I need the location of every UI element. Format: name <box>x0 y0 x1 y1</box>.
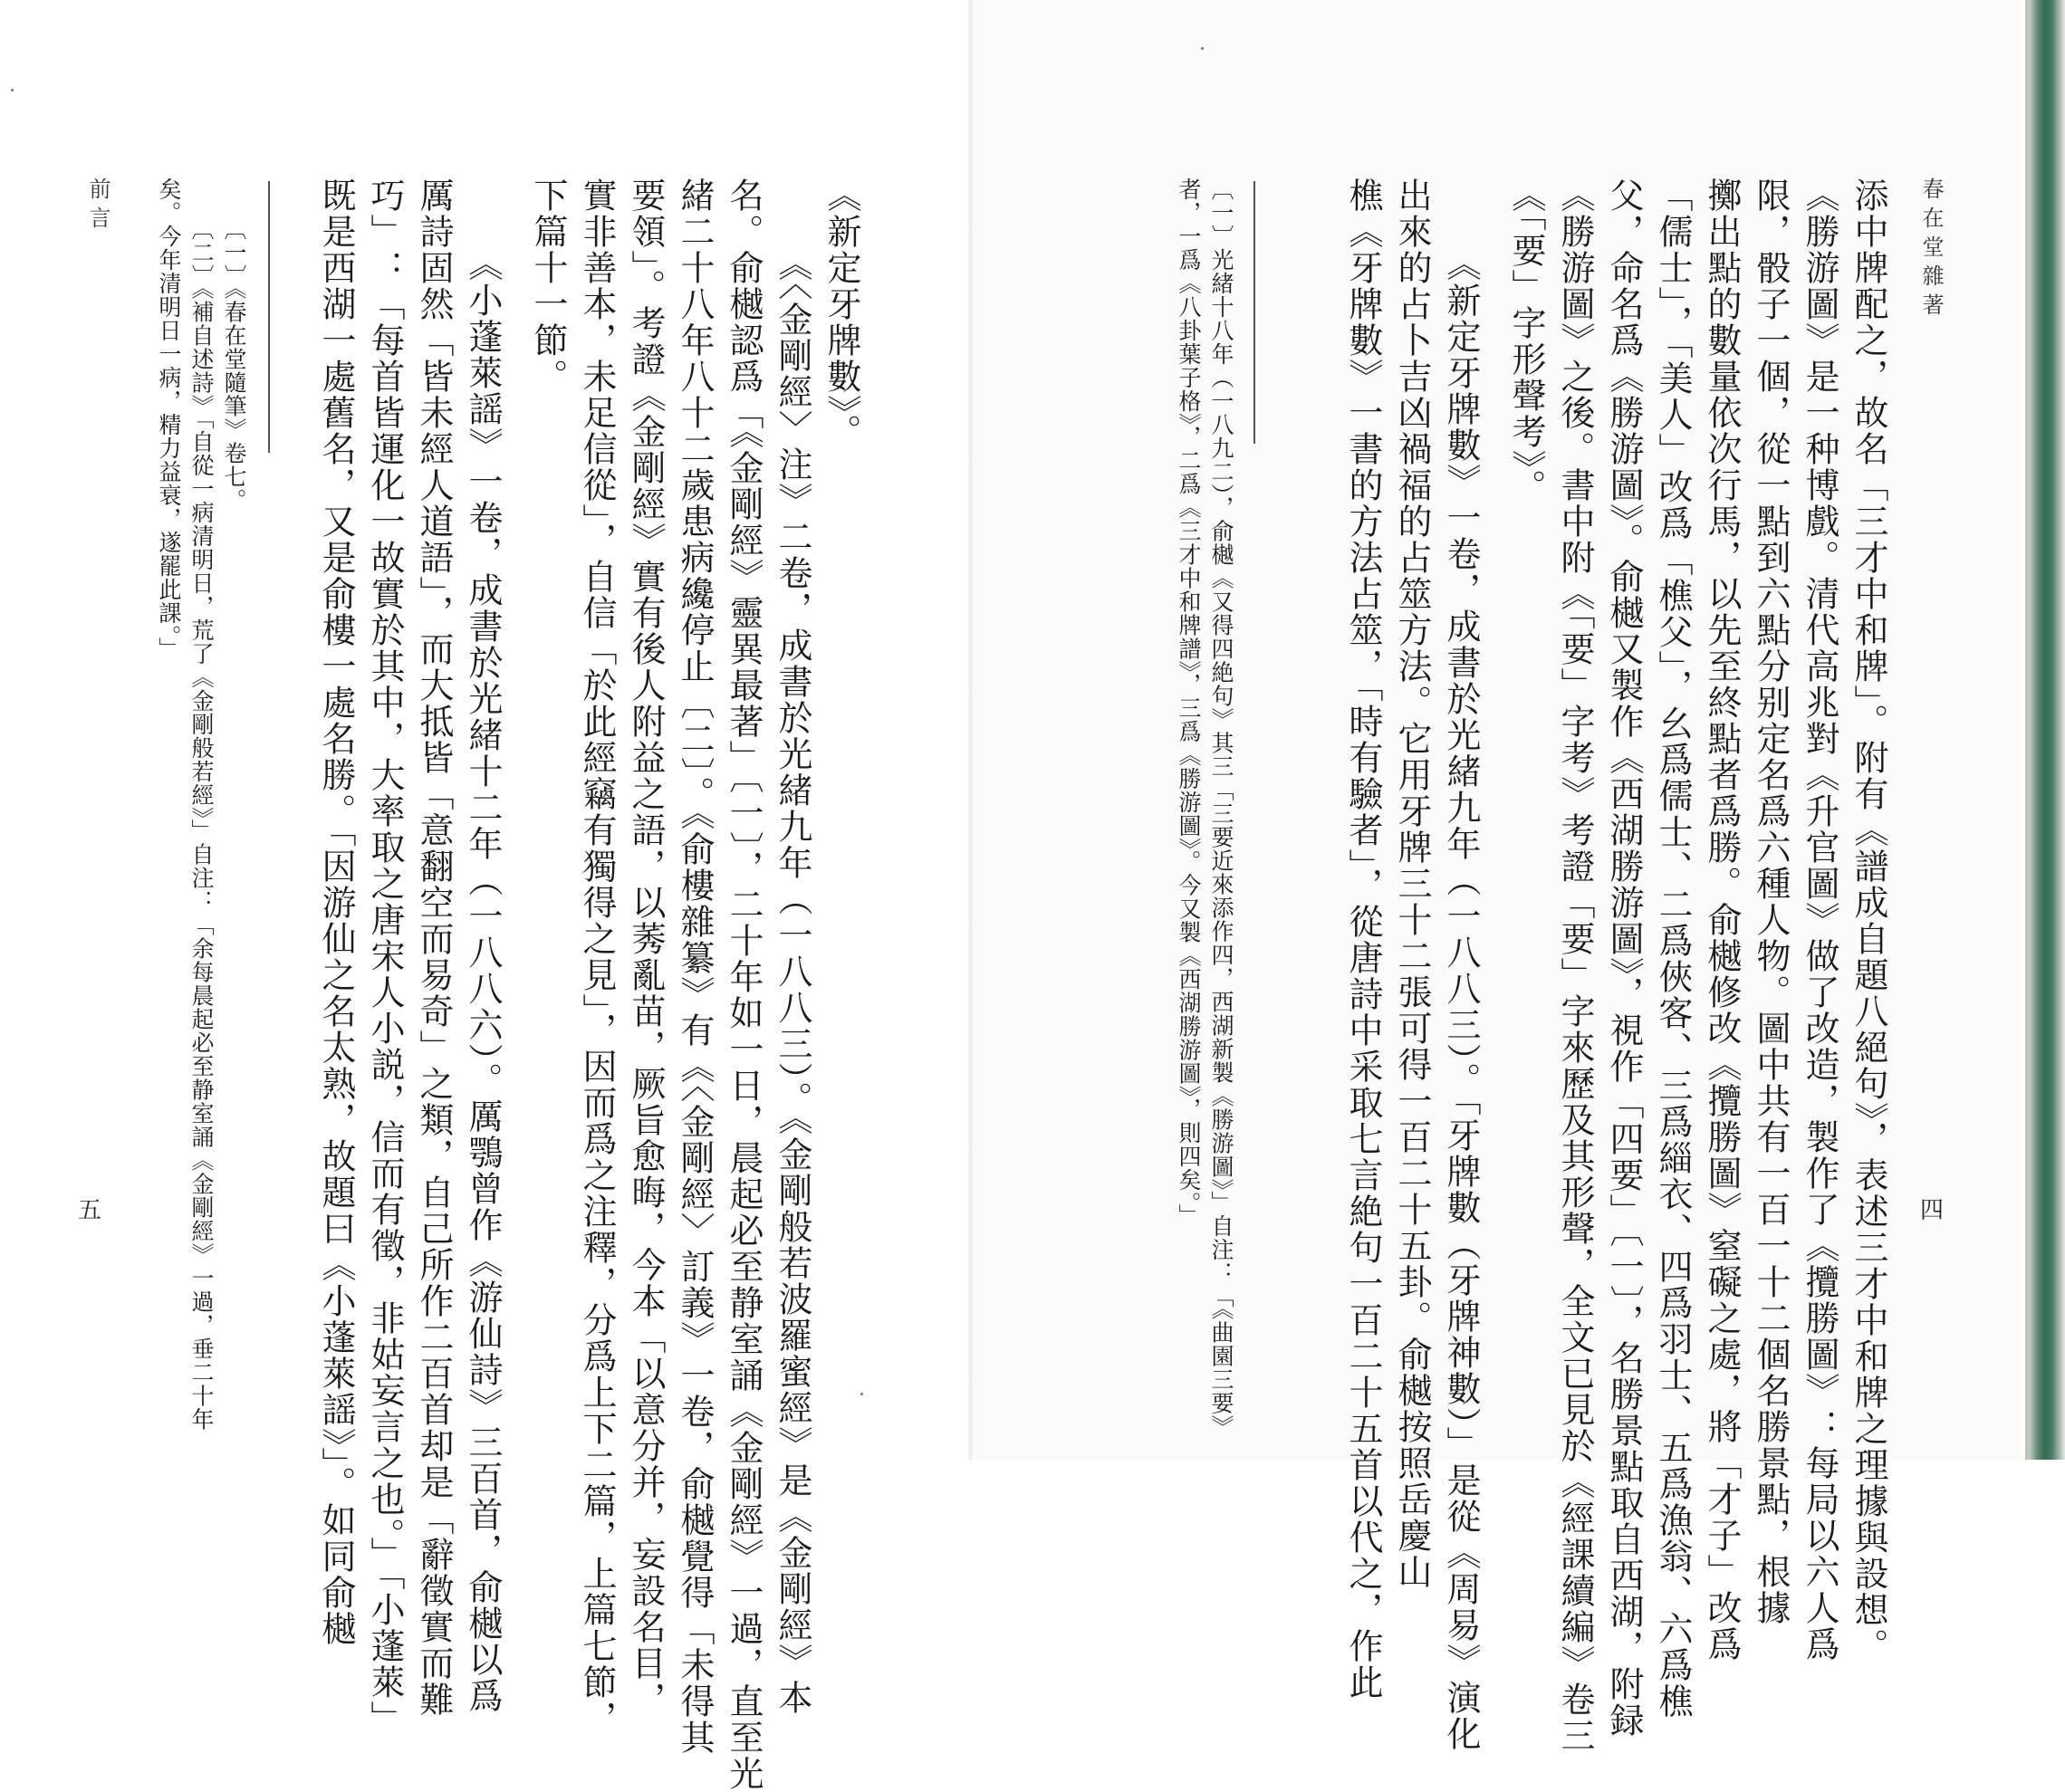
left-body-col-5: 要領」。考證《金剛經》實有後人附益之語，以莠亂苗，厥旨愈晦，今本「以意分并，妄設名目， <box>626 177 666 1718</box>
right-body-col-3: 限，骰子一個，從一點到六點分别定名爲六種人物。圖中共有一百一十二個名勝景點，根據 <box>1751 177 1791 1626</box>
right-body-col-8: 《「要」字形聲考》。 <box>1506 177 1546 505</box>
left-body-col-1: 《新定牙牌數》。 <box>821 177 861 450</box>
scan-speck <box>860 1393 863 1395</box>
right-body-col-6: 父，命名爲《勝游圖》。俞樾又製作《西湖勝游圖》，視作「四要」〔一〕，名勝景點取自西湖，附録 <box>1604 177 1644 1739</box>
left-footer-label: 前言 <box>85 177 110 235</box>
right-body-col-7: 《勝游圖》之後。書中附《「要」字考》考證「要」字來歷及其形聲，全文已見於《經課續編》卷三 <box>1555 177 1595 1754</box>
scan-speck <box>1201 47 1204 50</box>
right-footnote-rule <box>1253 181 1255 444</box>
left-body-col-4: 緒二十八年八十二歲患病纔停止〔二〕。《俞樓雜纂》有《〈金剛經〉訂義》一卷，俞樾覺得「未得其 <box>675 177 715 1756</box>
left-footnote-2: 〔二〕《補自述詩》「自從一病清明日，荒了《金剛般若經》」自注：「余每晨起必至静室誦《金剛經》一過，垂二十年 <box>188 217 215 1432</box>
left-body-col-6: 實非善本，未足信從」，自信「於此經竊有獨得之見」，因而爲之注釋，分爲上下二篇，上篇七節， <box>577 177 617 1737</box>
right-body-col-12: 樵《牙牌數》一書的方法占筮，「時有驗者」，從唐詩中采取七言絶句一百二十五首以代之，作此 <box>1343 177 1383 1701</box>
right-body-col-5: 「儒士」，「美人」改爲「樵父」，幺爲儒士、二爲俠客、三爲緇衣、四爲羽士、五爲漁翁、六爲樵 <box>1653 177 1693 1720</box>
right-body-col-1: 添中牌配之，故名「三才中和牌」。附有《譜成自題八絕句》，表述三才中和牌之理據與設想。 <box>1849 177 1888 1664</box>
scan-speck <box>11 89 14 91</box>
left-body-col-10: 厲詩固然「皆未經人道語」，而大抵皆「意翻空而易奇」之類，自己所作二百首却是「辭徵實而難 <box>414 177 454 1718</box>
left-body-col-9: 《小蓬萊謡》一卷，成書於光緒十二年（一八八六）。厲鶚曾作《游仙詩》三百首，俞樾以爲 <box>463 246 503 1714</box>
left-body-col-12: 既是西湖一處舊名，又是俞樓一處名勝。「因游仙之名太熟，故題曰《小蓬萊謡》」。如同俞樾 <box>316 177 356 1647</box>
cover-edge <box>2029 0 2065 1460</box>
right-body-col-10: 《新定牙牌數》一卷，成書於光緒九年（一八八三）。「牙牌數（牙牌神數）」是從《周易》演化 <box>1441 246 1481 1752</box>
right-body-col-2: 《勝游圖》是一种博戲。清代高兆對《升官圖》做了改造，製作了《攬勝圖》：每局以六人爲 <box>1800 177 1839 1663</box>
left-body-col-7: 下篇十一節。 <box>528 177 568 395</box>
left-body-col-11: 巧」：「每首皆運化一故實於其中，大率取之唐宋人小説，信而有徵，非姑妄言之也。」「小蓬萊」 <box>365 177 405 1737</box>
left-body-col-3: 名。俞樾認爲「《金剛經》靈異最著」〔一〕，二十年如一日，晨起必至静室誦《金剛經》一過，直至光 <box>724 177 764 1792</box>
right-footnote-2: 者，一爲《八卦葉子格》，二爲《三才中和牌譜》，三爲《勝游圖》。今又製《西湖勝游圖》，則四矣。」 <box>1176 177 1202 1228</box>
left-body-col-2: 《〈金剛經〉注》二卷，成書於光緒九年（一八八三）。《金剛般若波羅蜜經》是《金剛經》本 <box>773 246 812 1716</box>
right-footnote-1: 〔一〕光緒十八年（一八九二），俞樾《又得四絶句》其三「三要近來添作四，西湖新製《勝游圖》」自注：「《曲園三要》 <box>1208 177 1234 1439</box>
right-body-col-4: 擲出點的數量依次行馬，以先至終點者爲勝。俞樾修改《攬勝圖》窒礙之處，將「才子」改爲 <box>1702 177 1742 1663</box>
running-head: 春在堂雜著 <box>1918 177 1944 322</box>
book-gutter <box>969 0 973 1460</box>
left-page-number: 五 <box>78 1197 102 1224</box>
left-footnote-rule <box>268 181 270 453</box>
right-body-col-11: 出來的占卜吉凶禍福的占筮方法。它用牙牌三十二張可得一百二十五卦。俞樾按照岳慶山 <box>1392 177 1432 1590</box>
left-footnote-3: 矣。今年清明日一病，精力益衰，遂罷此課。」 <box>156 177 182 661</box>
left-footnote-1: 〔一〕《春在堂隨筆》卷七。 <box>221 217 247 513</box>
right-page-number: 四 <box>1920 1197 1945 1224</box>
